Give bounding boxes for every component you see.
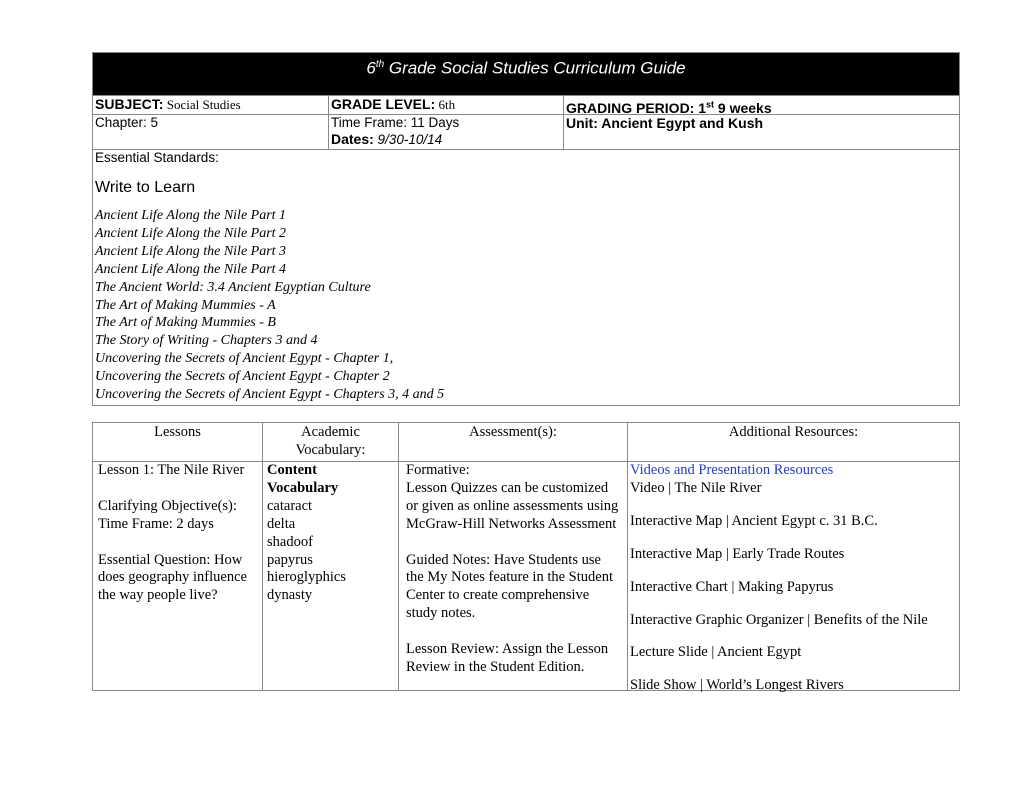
resources-cell	[628, 462, 959, 694]
period-label-end: 9 weeks	[714, 99, 772, 116]
resources-link[interactable]: Videos and Presentation Resources	[630, 462, 834, 478]
assessment-guided-notes: Guided Notes: Have Students use the My Notes feature in the Student Center to create comprehensive study notes.	[406, 551, 613, 622]
dates-label: Dates:	[331, 131, 374, 147]
lesson-essential-question: Essential Question: How does geography influence the way people live?	[98, 551, 247, 604]
vocab-title: Content	[267, 462, 317, 478]
title-text: Grade Social Studies Curriculum Guide	[384, 58, 686, 78]
grade-value: 6th	[435, 97, 456, 112]
standards-label: Essential Standards:	[95, 150, 219, 165]
info-row-1	[93, 95, 959, 114]
grade-label: GRADE LEVEL:	[331, 96, 436, 112]
dates-value: 9/30-10/14	[373, 132, 443, 147]
standard-item: The Art of Making Mummies - B	[95, 315, 276, 331]
vocab-word: shadoof	[267, 533, 313, 550]
assessment-cell	[399, 462, 628, 691]
vocab-word: hieroglyphics	[267, 569, 346, 586]
resource-item: Interactive Map | Early Trade Routes	[630, 545, 845, 562]
unit-text: Unit: Ancient Egypt and Kush	[566, 115, 764, 131]
time-frame-text: Time Frame: 11 Days	[331, 115, 460, 130]
standard-item: Uncovering the Secrets of Ancient Egypt - Chapters 3, 4 and 5	[95, 387, 445, 403]
period-cell	[564, 96, 959, 114]
header-resources: Additional Resources:	[728, 424, 859, 440]
period-sup: st	[706, 99, 715, 109]
lesson-time-frame: Time Frame: 2 days	[98, 515, 214, 532]
subject-cell	[93, 96, 329, 114]
lesson-row	[93, 462, 959, 694]
grade-cell	[329, 96, 564, 114]
vocabulary-cell	[263, 462, 399, 691]
lesson-objective: Clarifying Objective(s):	[98, 497, 237, 514]
title-grade: 6	[366, 58, 376, 78]
standard-item: Ancient Life Along the Nile Part 4	[95, 261, 287, 277]
page-title	[93, 53, 959, 95]
vocab-word: papyrus	[267, 551, 313, 568]
timeframe-cell	[329, 115, 564, 149]
standard-item: Ancient Life Along the Nile Part 1	[95, 208, 287, 223]
resource-item: Interactive Map | Ancient Egypt c. 31 B.C.	[630, 512, 878, 529]
subject-label: SUBJECT:	[95, 96, 164, 112]
write-to-learn-heading: Write to Learn	[95, 179, 196, 196]
resource-item: Lecture Slide | Ancient Egypt	[630, 644, 802, 661]
standard-item: The Ancient World: 3.4 Ancient Egyptian Culture	[95, 279, 371, 295]
essential-standards	[93, 149, 959, 405]
curriculum-header-table	[92, 52, 960, 406]
standard-item: Ancient Life Along the Nile Part 2	[95, 225, 287, 241]
chapter-cell	[93, 115, 329, 149]
header-assessments: Assessment(s):	[399, 423, 628, 461]
standard-item: Uncovering the Secrets of Ancient Egypt - Chapter 1,	[95, 351, 394, 367]
vocab-word: dynasty	[267, 587, 313, 604]
assessment-lesson-review: Lesson Review: Assign the Lesson Review in the Student Edition.	[406, 641, 609, 675]
standards-list	[95, 207, 957, 404]
period-label: GRADING PERIOD: 1	[566, 99, 707, 116]
standard-item: The Story of Writing - Chapters 3 and 4	[95, 333, 318, 349]
assessment-quizzes: Lesson Quizzes can be customized or given as online assessments using McGraw-Hill Networks Assessment	[406, 479, 619, 532]
lesson-name: Lesson 1: The Nile River	[98, 462, 245, 478]
title-sup: th	[375, 59, 385, 70]
info-row-2	[93, 114, 959, 149]
standard-item: Ancient Life Along the Nile Part 3	[95, 243, 287, 259]
resource-item: Slide Show | World’s Longest Rivers	[630, 677, 844, 694]
chapter-text: Chapter: 5	[95, 115, 159, 130]
lessons-header-row	[93, 423, 959, 462]
vocab-title: Vocabulary	[267, 479, 339, 496]
header-lessons: Lessons	[93, 423, 263, 461]
header-vocabulary: Academic Vocabulary:	[263, 423, 399, 461]
standard-item: Uncovering the Secrets of Ancient Egypt - Chapter 2	[95, 369, 390, 385]
resource-item: Interactive Chart | Making Papyrus	[630, 578, 834, 595]
vocab-word: delta	[267, 515, 296, 532]
lesson-cell	[93, 462, 263, 691]
lessons-table	[92, 422, 960, 694]
unit-cell	[564, 115, 959, 149]
subject-value: Social Studies	[163, 97, 241, 112]
resource-item: Video | The Nile River	[630, 479, 762, 496]
resource-item: Interactive Graphic Organizer | Benefits of the Nile	[630, 611, 928, 628]
standard-item: The Art of Making Mummies - A	[95, 297, 276, 313]
assessment-formative: Formative:	[406, 462, 470, 478]
vocab-word: cataract	[267, 497, 313, 514]
